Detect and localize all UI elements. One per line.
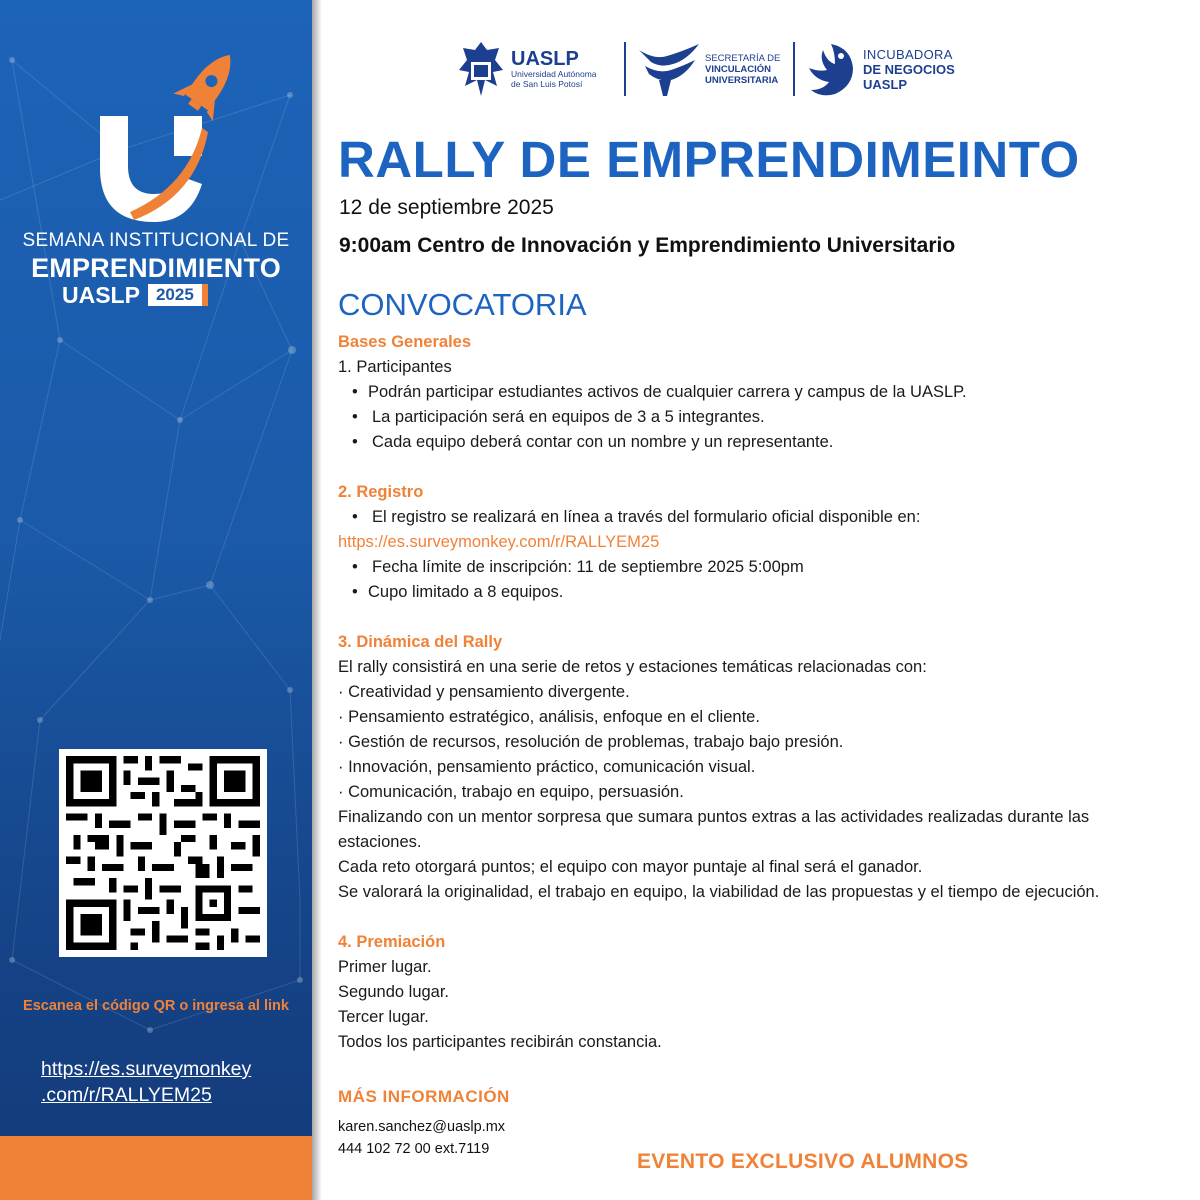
- dinamica-closing: Finalizando con un mentor sorpresa que sumara puntos extras a las actividades realizadas durante las estaciones.: [338, 808, 1090, 851]
- sidebar-shadow: [312, 0, 322, 1200]
- registration-link-line2[interactable]: .com/r/RALLYEM25: [41, 1084, 212, 1106]
- vinculacion-line2: VINCULACIÓN: [705, 63, 771, 75]
- uaslp-shield-icon: [457, 40, 505, 98]
- participantes-item: • Cada equipo deberá contar con un nombre y un representante.: [338, 430, 1188, 455]
- event-venue: 9:00am Centro de Innovación y Emprendimiento Universitario: [339, 234, 956, 257]
- dinamica-closing: Se valorará la originalidad, el trabajo en equipo, la viabilidad de las propuestas y el tiempo de ejecución.: [338, 883, 1100, 901]
- vinculacion-emblem-icon: [637, 40, 701, 98]
- event-date: 12 de septiembre 2025: [339, 196, 554, 219]
- sidebar-footer-bar: [0, 1136, 312, 1200]
- dinamica-item: · Comunicación, trabajo en equipo, persuasión.: [338, 783, 684, 801]
- dinamica-item: · Creatividad y pensamiento divergente.: [338, 683, 630, 701]
- bases-heading: Bases Generales: [338, 333, 472, 351]
- incubadora-bird-icon: [805, 40, 857, 98]
- dinamica-closing: Cada reto otorgará puntos; el equipo con mayor puntaje al final será el ganador.: [338, 858, 923, 876]
- uaslp-line2: de San Luis Potosí: [511, 79, 583, 89]
- registration-link[interactable]: https://es.surveymonkey.com/r/RALLYEM25: [338, 533, 660, 551]
- event-org: UASLP: [62, 281, 140, 308]
- incubadora-line1: INCUBADORA: [863, 46, 953, 62]
- registration-link-line1[interactable]: https://es.surveymonkey: [41, 1058, 252, 1080]
- participantes-item: • Podrán participar estudiantes activos de cualquier carrera y campus de la UASLP.: [338, 380, 1188, 405]
- contact-block: [338, 1116, 505, 1160]
- participantes-item: • La participación será en equipos de 3 a 5 integrantes.: [338, 405, 1188, 430]
- premiacion-item: Todos los participantes recibirán constancia.: [338, 1033, 662, 1051]
- participantes-title: 1. Participantes: [338, 358, 452, 376]
- registration-link-sidebar[interactable]: [41, 1056, 281, 1108]
- registro-heading: 2. Registro: [338, 483, 424, 501]
- event-year-badge: 2025: [148, 284, 208, 306]
- event-org-year: [62, 282, 208, 308]
- dinamica-item: · Pensamiento estratégico, análisis, enfoque en el cliente.: [338, 708, 760, 726]
- exclusive-notice: EVENTO EXCLUSIVO ALUMNOS: [637, 1150, 969, 1173]
- section-title: CONVOCATORIA: [338, 287, 587, 322]
- vinculacion-logo: [637, 38, 780, 100]
- registro-item: • El registro se realizará en línea a través del formulario oficial disponible en:: [338, 505, 1188, 530]
- dinamica-item: · Innovación, pensamiento práctico, comunicación visual.: [338, 758, 756, 776]
- incubadora-line2: DE NEGOCIOS: [863, 61, 955, 77]
- info-heading: MÁS INFORMACIÓN: [338, 1087, 510, 1106]
- uaslp-line1: Universidad Autónoma: [511, 69, 597, 79]
- contact-phone: 444 102 72 00 ext.7119: [338, 1141, 490, 1157]
- premiacion-item: Primer lugar.: [338, 958, 432, 976]
- institution-logos: [457, 38, 977, 100]
- spacer: [338, 455, 1188, 480]
- uaslp-logo: [457, 38, 597, 100]
- dinamica-heading: 3. Dinámica del Rally: [338, 633, 503, 651]
- premiacion-item: Segundo lugar.: [338, 983, 450, 1001]
- event-u-rocket-logo: [90, 36, 240, 226]
- logo-divider: [793, 42, 795, 96]
- spacer: [338, 605, 1188, 630]
- spacer: [338, 905, 1188, 930]
- sidebar: [0, 0, 312, 1200]
- incubadora-line3: UASLP: [863, 76, 908, 92]
- qr-caption: Escanea el código QR o ingresa al link: [23, 998, 289, 1014]
- vinculacion-line1: SECRETARÍA DE: [705, 52, 781, 64]
- qr-code[interactable]: [59, 749, 267, 957]
- registro-item: • Fecha límite de inscripción: 11 de septiembre 2025 5:00pm: [338, 555, 1188, 580]
- page-title: RALLY DE EMPRENDIMEINTO: [338, 131, 1080, 188]
- dinamica-item: · Gestión de recursos, resolución de problemas, trabajo bajo presión.: [338, 733, 844, 751]
- convocatoria-body: [338, 330, 1188, 1055]
- contact-email[interactable]: karen.sanchez@uaslp.mx: [338, 1119, 506, 1135]
- logo-divider: [624, 42, 626, 96]
- premiacion-item: Tercer lugar.: [338, 1008, 429, 1026]
- incubadora-logo: [805, 38, 955, 100]
- uaslp-name: UASLP: [511, 48, 579, 70]
- dinamica-intro: El rally consistirá en una serie de retos y estaciones temáticas relacionadas con:: [338, 658, 927, 676]
- vinculacion-line3: UNIVERSITARIA: [705, 74, 779, 86]
- premiacion-heading: 4. Premiación: [338, 933, 446, 951]
- event-subtitle: SEMANA INSTITUCIONAL DE: [22, 230, 290, 251]
- registro-item: • Cupo limitado a 8 equipos.: [338, 580, 1188, 605]
- event-title: EMPRENDIMIENTO: [31, 253, 281, 283]
